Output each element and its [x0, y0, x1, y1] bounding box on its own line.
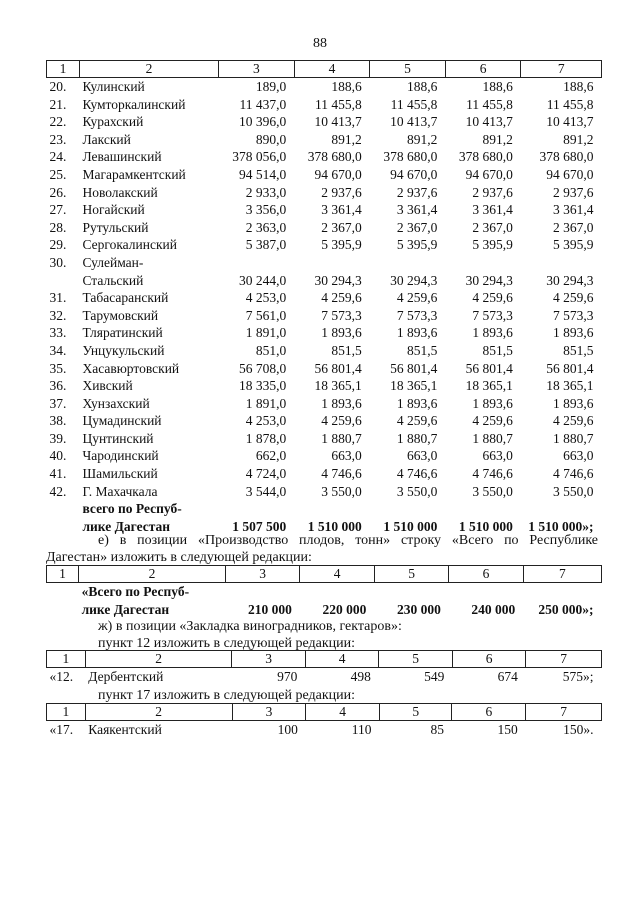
value-col-3: 4 724,0	[245, 466, 287, 482]
table-row	[47, 96, 602, 114]
row-number-empty	[47, 272, 80, 290]
table-row	[47, 78, 602, 96]
row-number: 41.	[49, 466, 67, 482]
header-cell-1: 1	[47, 566, 79, 583]
main-table	[46, 60, 602, 535]
value-col-4: 663,0	[331, 448, 362, 464]
row-name: Лакский	[82, 131, 131, 147]
value-col-7: 1 893,6	[553, 325, 594, 341]
header-cell-7: 7	[526, 651, 602, 668]
value-col-3: 970	[277, 669, 298, 684]
value-col-5: 549	[424, 669, 445, 684]
row-number-empty	[47, 601, 79, 619]
value-col-5: 2 367,0	[396, 219, 438, 235]
value-col-7: 1 880,7	[553, 430, 594, 446]
value-col-4: 4 259,6	[321, 290, 362, 306]
table-row	[47, 412, 602, 430]
header-cell-5: 5	[379, 651, 452, 668]
row-name: Каякентский	[88, 722, 162, 737]
row-number: «17.	[49, 722, 74, 737]
value-col-3: 4 253,0	[245, 290, 287, 306]
row-number: 20.	[49, 79, 67, 94]
table-row	[47, 447, 602, 465]
value-col-7: 1 893,6	[553, 395, 594, 411]
value-col-6: 674	[497, 669, 518, 684]
value-col-4: 11 455,8	[315, 96, 362, 112]
header-row	[47, 651, 602, 668]
value-col-7: 250 000»;	[538, 601, 594, 617]
row-name: Левашинский	[82, 149, 162, 165]
header-cell-3: 3	[225, 566, 299, 583]
header-cell-1: 1	[47, 61, 80, 78]
value-col-4: 5 395,9	[321, 237, 362, 253]
fruit-total-row-cont	[47, 601, 602, 619]
value-col-4: 4 259,6	[321, 413, 362, 429]
value-col-3: 100	[277, 722, 298, 737]
header-cell-3: 3	[232, 704, 306, 721]
value-col-5: 7 573,3	[396, 307, 438, 323]
value-col-5: 94 670,0	[390, 166, 438, 182]
row-name: Чародинский	[82, 448, 159, 464]
value-col-5: 378 680,0	[383, 149, 438, 165]
value-col-7: 188,6	[563, 79, 594, 94]
header-cell-4: 4	[305, 651, 378, 668]
value-col-6: 56 801,4	[465, 360, 513, 376]
value-col-7: 1 510 000»;	[528, 518, 594, 534]
value-col-4: 30 294,3	[314, 272, 362, 288]
value-col-6: 2 367,0	[472, 219, 513, 235]
value-col-7: 851,5	[563, 342, 594, 358]
row-name: Кулинский	[82, 79, 145, 94]
value-col-3: 5 387,0	[245, 237, 287, 253]
header-cell-5: 5	[370, 61, 446, 78]
row-name: Хасавюртовский	[82, 360, 180, 376]
vineyard-table-12	[46, 650, 602, 686]
value-col-4: 110	[351, 722, 372, 737]
row-name: Новолакский	[82, 184, 158, 200]
value-col-4: 1 893,6	[321, 325, 362, 341]
value-col-3: 1 507 500	[232, 518, 287, 534]
value-col-3: 2 933,0	[245, 184, 287, 200]
value-col-6: 188,6	[482, 79, 513, 94]
para-e-line1: е) в позиции «Производство плодов, тонн» строку «Всего по Республике	[98, 533, 598, 548]
empty-cell	[521, 500, 602, 518]
empty-cell	[294, 500, 370, 518]
row-number: 38.	[49, 413, 67, 429]
value-col-7: 94 670,0	[546, 166, 594, 182]
value-col-5: 1 880,7	[396, 430, 438, 446]
header-cell-6: 6	[452, 651, 525, 668]
empty-cell	[445, 500, 521, 518]
row-name: Хунзахский	[82, 395, 150, 411]
value-col-5: 3 361,4	[396, 202, 438, 218]
value-col-6: 3 361,4	[472, 202, 513, 218]
row-number-empty	[47, 518, 80, 536]
value-col-7: 11 455,8	[546, 96, 594, 112]
table-row	[47, 254, 602, 272]
value-col-7: 3 550,0	[553, 483, 594, 499]
row-name: Табасаранский	[82, 290, 169, 306]
row-number: 34.	[49, 342, 67, 358]
value-col-6: 3 550,0	[472, 483, 513, 499]
value-col-5: 3 550,0	[396, 483, 438, 499]
value-col-6: 10 413,7	[465, 114, 513, 130]
value-col-6: 94 670,0	[465, 166, 513, 182]
empty-cell	[445, 254, 521, 272]
value-col-3: 11 437,0	[239, 96, 287, 112]
value-col-7: 30 294,3	[546, 272, 594, 288]
row-number: 35.	[49, 360, 67, 376]
value-col-5: 851,5	[406, 342, 438, 358]
value-col-4: 188,6	[331, 79, 362, 94]
value-col-6: 663,0	[482, 448, 513, 464]
row-number: 36.	[49, 378, 67, 394]
header-cell-6: 6	[449, 566, 523, 583]
row-number	[47, 500, 80, 518]
row-number: «12.	[49, 669, 74, 684]
value-col-5: 891,2	[406, 131, 438, 147]
value-col-4: 1 893,6	[321, 395, 362, 411]
row-name: Сулейман-	[82, 254, 144, 270]
header-cell-3: 3	[219, 61, 295, 78]
header-cell-6: 6	[445, 61, 521, 78]
table-row	[47, 483, 602, 501]
value-col-3: 2 363,0	[245, 219, 287, 235]
row-name: «Всего по Респуб-	[81, 584, 190, 599]
header-cell-2: 2	[79, 566, 226, 583]
table-row	[47, 166, 602, 184]
value-col-6: 1 893,6	[472, 395, 513, 411]
value-col-5: 56 801,4	[390, 360, 438, 376]
table-row	[47, 236, 602, 254]
value-col-4: 3 550,0	[321, 483, 362, 499]
value-col-4: 10 413,7	[314, 114, 362, 130]
value-col-5: 18 365,1	[390, 378, 438, 394]
row-name: Цумадинский	[82, 413, 162, 429]
row-number: 39.	[49, 430, 67, 446]
value-col-3: 189,0	[255, 79, 287, 94]
row-name: Шамильский	[82, 466, 158, 482]
header-cell-7: 7	[523, 566, 601, 583]
value-col-6: 150	[497, 722, 518, 737]
para-p12: пункт 12 изложить в следующей редакции:	[98, 636, 355, 651]
row-name: Хивский	[82, 378, 133, 394]
row-number: 28.	[49, 219, 67, 235]
header-cell-2: 2	[85, 704, 232, 721]
value-col-6: 4 259,6	[472, 290, 513, 306]
row-name: Ногайский	[82, 202, 145, 218]
row-name: Рутульский	[82, 219, 149, 235]
header-cell-7: 7	[526, 704, 602, 721]
table-row	[47, 289, 602, 307]
row-name: Сергокалинский	[82, 237, 177, 253]
value-col-4: 56 801,4	[314, 360, 362, 376]
row-name: Унцукульский	[82, 342, 165, 358]
value-col-3: 378 056,0	[232, 149, 287, 165]
empty-cell	[374, 583, 448, 601]
value-col-6: 18 365,1	[465, 378, 513, 394]
value-col-4: 1 510 000	[307, 518, 362, 534]
value-col-5: 10 413,7	[390, 114, 438, 130]
value-col-3: 3 356,0	[245, 202, 287, 218]
value-col-7: 2 367,0	[553, 219, 594, 235]
value-col-3: 3 544,0	[245, 483, 287, 499]
value-col-3: 1 891,0	[245, 325, 287, 341]
row-number: 22.	[49, 114, 67, 130]
value-col-6: 891,2	[482, 131, 513, 147]
table-row	[47, 342, 602, 360]
empty-cell	[294, 254, 370, 272]
table-row	[47, 324, 602, 342]
value-col-7: 575»;	[562, 669, 594, 684]
header-cell-7: 7	[521, 61, 602, 78]
header-cell-4: 4	[294, 61, 370, 78]
value-col-3: 851,0	[255, 342, 287, 358]
header-cell-4: 4	[306, 704, 380, 721]
value-col-6: 1 893,6	[472, 325, 513, 341]
value-col-7: 3 361,4	[553, 202, 594, 218]
header-row	[47, 61, 602, 78]
row-number: 25.	[49, 166, 67, 182]
value-col-5: 30 294,3	[390, 272, 438, 288]
row-name: Г. Махачкала	[82, 483, 158, 499]
value-col-7: 18 365,1	[546, 378, 594, 394]
value-col-3: 18 335,0	[238, 378, 287, 394]
row-name: Кумторкалинский	[82, 96, 186, 112]
row-name-cont: лике Дагестан	[81, 601, 170, 617]
vineyard-table-17	[46, 703, 602, 739]
value-col-5: 4 259,6	[396, 290, 438, 306]
empty-cell	[370, 500, 446, 518]
value-col-6: 1 510 000	[458, 518, 513, 534]
value-col-5: 11 455,8	[390, 96, 438, 112]
empty-cell	[521, 254, 602, 272]
row-name: Магарамкентский	[82, 166, 186, 182]
value-col-6: 5 395,9	[472, 237, 513, 253]
value-col-4: 3 361,4	[321, 202, 362, 218]
table-row	[47, 377, 602, 395]
header-cell-5: 5	[380, 704, 452, 721]
row-number: 30.	[49, 254, 67, 270]
value-col-4: 498	[350, 669, 371, 684]
table-row	[47, 307, 602, 325]
header-cell-2: 2	[85, 651, 232, 668]
empty-cell	[370, 254, 446, 272]
header-cell-3: 3	[232, 651, 305, 668]
value-col-4: 220 000	[322, 601, 367, 617]
value-col-6: 30 294,3	[465, 272, 513, 288]
table-row-cont	[47, 272, 602, 290]
value-col-3: 7 561,0	[245, 307, 287, 323]
value-col-3: 890,0	[255, 131, 287, 147]
value-col-7: 378 680,0	[539, 149, 594, 165]
value-col-7: 4 746,6	[553, 466, 594, 482]
value-col-5: 2 937,6	[396, 184, 438, 200]
value-col-5: 85	[430, 722, 444, 737]
empty-cell	[449, 583, 523, 601]
value-col-3: 94 514,0	[238, 166, 287, 182]
row-name: Курахский	[82, 114, 144, 130]
table-row	[47, 148, 602, 166]
row-number: 23.	[49, 131, 67, 147]
value-col-7: 2 937,6	[553, 184, 594, 200]
row-name: Тарумовский	[82, 307, 159, 323]
row-name: Тляратинский	[82, 325, 163, 341]
header-row	[47, 704, 602, 721]
value-col-4: 7 573,3	[321, 307, 362, 323]
value-col-5: 1 893,6	[396, 395, 438, 411]
table-row	[47, 131, 602, 149]
table-row	[47, 465, 602, 483]
value-col-7: 891,2	[563, 131, 594, 147]
table-row	[47, 395, 602, 413]
row-number: 40.	[49, 448, 67, 464]
row-number: 21.	[49, 96, 67, 112]
row-name-cont: лике Дагестан	[82, 518, 171, 534]
row-17	[47, 721, 602, 739]
row-number: 42.	[49, 483, 67, 499]
table-row	[47, 113, 602, 131]
header-cell-5: 5	[374, 566, 448, 583]
header-row	[47, 566, 602, 583]
value-col-4: 851,5	[331, 342, 362, 358]
table-row	[47, 184, 602, 202]
value-col-5: 4 746,6	[396, 466, 438, 482]
value-col-5: 4 259,6	[396, 413, 438, 429]
value-col-5: 663,0	[406, 448, 438, 464]
total-row	[47, 500, 602, 518]
value-col-4: 94 670,0	[314, 166, 362, 182]
value-col-4: 18 365,1	[314, 378, 362, 394]
row-name: Дербентский	[88, 669, 164, 684]
value-col-6: 7 573,3	[472, 307, 513, 323]
value-col-3: 210 000	[248, 601, 292, 617]
row-number: 32.	[49, 307, 67, 323]
fruit-total-row	[47, 583, 602, 601]
header-cell-1: 1	[47, 651, 86, 668]
empty-cell	[225, 583, 299, 601]
value-col-4: 2 937,6	[321, 184, 362, 200]
value-col-5: 188,6	[406, 79, 438, 94]
value-col-5: 1 893,6	[396, 325, 438, 341]
row-number: 31.	[49, 290, 67, 306]
value-col-6: 4 259,6	[472, 413, 513, 429]
value-col-5: 5 395,9	[396, 237, 438, 253]
row-number: 29.	[49, 237, 67, 253]
row-12	[47, 668, 602, 686]
header-cell-1: 1	[47, 704, 86, 721]
value-col-7: 663,0	[563, 448, 594, 464]
para-zh: ж) в позиции «Закладка виноградников, гектаров»:	[98, 619, 402, 634]
value-col-5: 1 510 000	[383, 518, 438, 534]
header-cell-6: 6	[452, 704, 526, 721]
row-number: 33.	[49, 325, 67, 341]
row-number: 27.	[49, 202, 67, 218]
value-col-3: 56 708,0	[238, 360, 287, 376]
table-row	[47, 219, 602, 237]
value-col-6: 378 680,0	[458, 149, 513, 165]
value-col-5: 230 000	[396, 601, 441, 617]
row-name-cont: Стальский	[82, 272, 144, 288]
page-number: 88	[313, 36, 327, 51]
row-number	[47, 583, 79, 601]
value-col-4: 2 367,0	[321, 219, 362, 235]
value-col-7: 4 259,6	[553, 413, 594, 429]
value-col-4: 4 746,6	[321, 466, 362, 482]
row-name: всего по Респуб-	[82, 501, 182, 517]
value-col-6: 851,5	[482, 342, 513, 358]
para-e-line2: Дагестан» изложить в следующей редакции:	[46, 550, 312, 565]
empty-cell	[300, 583, 374, 601]
table-row	[47, 360, 602, 378]
value-col-3: 1 878,0	[245, 430, 287, 446]
value-col-6: 4 746,6	[472, 466, 513, 482]
empty-cell	[219, 254, 295, 272]
value-col-7: 5 395,9	[553, 237, 594, 253]
empty-cell	[523, 583, 601, 601]
value-col-4: 378 680,0	[307, 149, 362, 165]
value-col-4: 1 880,7	[321, 430, 362, 446]
value-col-3: 1 891,0	[245, 395, 287, 411]
row-number: 37.	[49, 395, 67, 411]
value-col-3: 30 244,0	[238, 272, 287, 288]
row-number: 24.	[49, 149, 67, 165]
para-p17: пункт 17 изложить в следующей редакции:	[98, 688, 355, 703]
value-col-7: 10 413,7	[546, 114, 594, 130]
table-row	[47, 201, 602, 219]
value-col-3: 4 253,0	[245, 413, 287, 429]
value-col-3: 10 396,0	[238, 114, 287, 130]
value-col-6: 2 937,6	[472, 184, 513, 200]
value-col-4: 891,2	[331, 131, 362, 147]
value-col-7: 150».	[563, 722, 594, 737]
value-col-7: 7 573,3	[553, 307, 594, 323]
value-col-7: 56 801,4	[546, 360, 594, 376]
row-number: 26.	[49, 184, 67, 200]
value-col-6: 11 455,8	[466, 96, 513, 112]
fruit-table	[46, 565, 602, 618]
value-col-6: 1 880,7	[472, 430, 513, 446]
empty-cell	[219, 500, 295, 518]
value-col-6: 240 000	[471, 601, 516, 617]
header-cell-4: 4	[300, 566, 374, 583]
value-col-3: 662,0	[255, 448, 287, 464]
table-row	[47, 430, 602, 448]
row-name: Цунтинский	[82, 430, 154, 446]
value-col-7: 4 259,6	[553, 290, 594, 306]
header-cell-2: 2	[79, 61, 218, 78]
